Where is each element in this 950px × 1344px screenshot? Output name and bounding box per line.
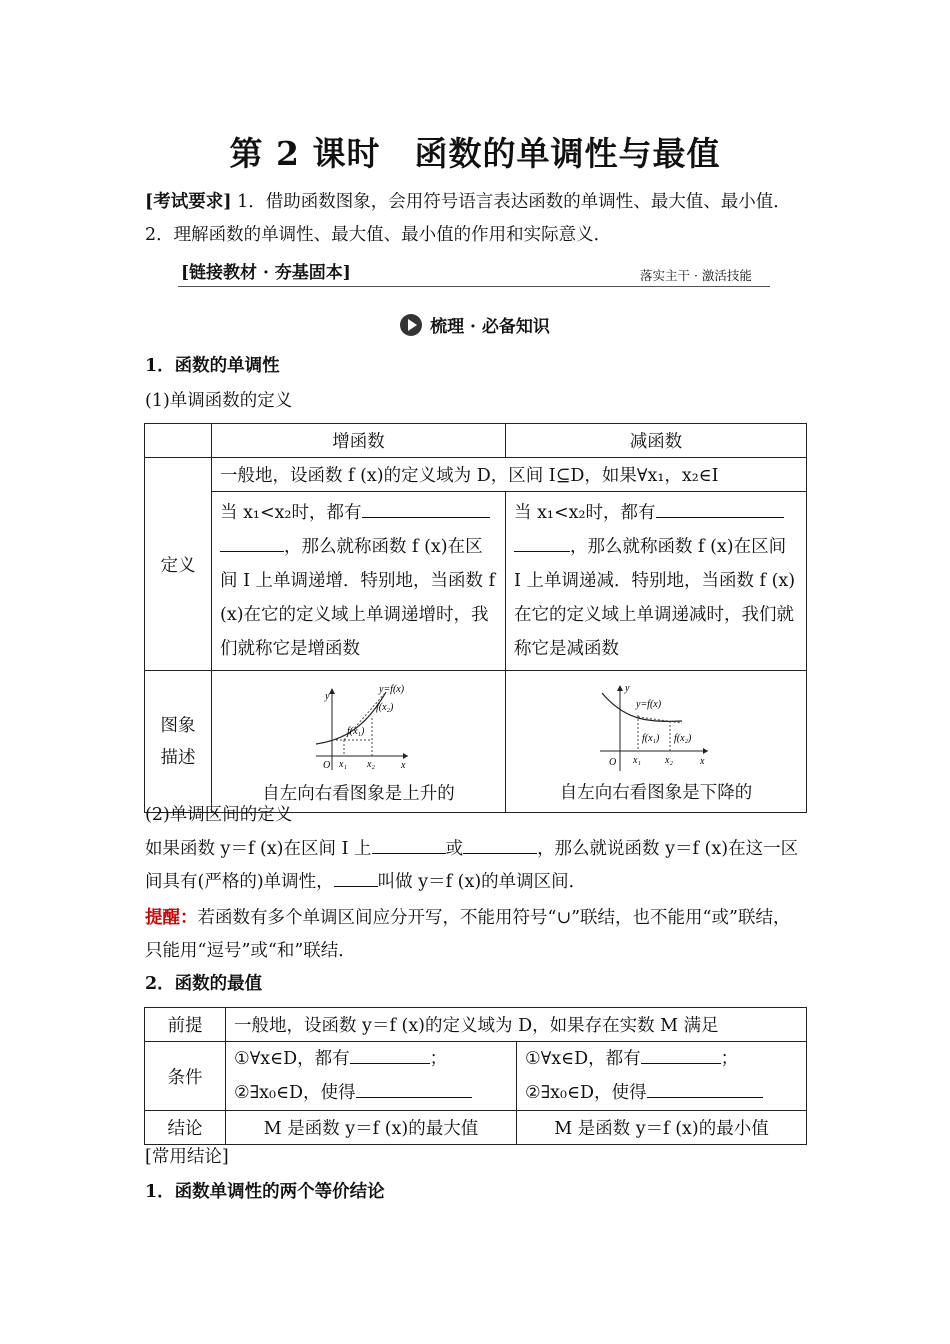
inc-text-b: ，那么就称函数 f (x)在区间 I 上单调递增．特别地，当函数 f (x)在它的定义域上单调递增时，我们就称它是增函数 (220, 537, 496, 659)
fx2-label: f(x₂) (375, 702, 393, 713)
tip-label: 提醒： (145, 908, 198, 928)
tip-text: 若函数有多个单调区间应分开写，不能用符号“∪”联结，也不能用“或”联结，只能用“逗号”或“和”联结． (145, 908, 791, 961)
max-conclusion: M 是函数 y＝f (x)的最大值 (226, 1111, 517, 1145)
min-blank-1 (641, 1046, 721, 1064)
play-icon (400, 314, 422, 336)
heading-monotonicity: 1．函数的单调性 (145, 356, 280, 376)
min-cond-1: ①∀x∈D，都有 (525, 1049, 641, 1069)
y-label: y (625, 683, 630, 694)
fx1-label: f(x₁) (346, 726, 364, 737)
curve-label: y=f(x) (378, 684, 404, 695)
requirement-label: [考试要求] (145, 192, 232, 212)
max-blank-1 (350, 1046, 430, 1064)
x-arrow-icon (703, 748, 708, 754)
x2-label: x₂ (665, 755, 673, 766)
min-blank-2 (647, 1080, 763, 1098)
x2-label: x₂ (366, 759, 375, 770)
monotonic-table (144, 423, 807, 813)
min-semi: ； (720, 1049, 739, 1069)
subheading-text: 梳理 · 必备知识 (430, 317, 550, 337)
y-arrow-icon (329, 688, 335, 694)
origin-label: O (322, 760, 330, 771)
x1-label: x₁ (633, 755, 641, 766)
table-corner (145, 424, 212, 458)
subheading-definition: (1)单调函数的定义 (145, 391, 293, 411)
inc-text-a: 当 x₁<x₂时，都有 (220, 503, 362, 523)
row-graph-label: 图象描述 (145, 671, 212, 813)
fx1-label: f(x₁) (642, 733, 660, 744)
inc-blank-1 (362, 500, 490, 518)
requirement-text: 1．借助函数图象，会用符号语言表达函数的单调性、最大值、最小值．2．理解函数的单调性、最大值、最小值的作用和实际意义． (145, 192, 791, 245)
common-conclusion-label: [常用结论] (145, 1147, 229, 1167)
x-label: x (400, 760, 405, 771)
min-conclusion: M 是函数 y＝f (x)的最小值 (517, 1111, 807, 1145)
col-increasing: 增函数 (212, 424, 506, 458)
section-bar-right: 落实主干 · 激活技能 (640, 268, 752, 283)
col-decreasing: 减函数 (506, 424, 807, 458)
common-condition: 一般地，设函数 f (x)的定义域为 D，区间 I⊆D，如果∀x₁，x₂∈I (212, 458, 807, 492)
dec-blank-2 (514, 534, 570, 552)
max-blank-2 (356, 1080, 472, 1098)
exam-requirement (145, 186, 807, 252)
max-cond-1: ①∀x∈D，都有 (234, 1049, 350, 1069)
max-semi: ； (429, 1049, 448, 1069)
decreasing-graph-cell (506, 671, 807, 813)
decreasing-caption: 自左向右看图象是下降的 (559, 783, 753, 803)
interval-blank-3 (334, 869, 378, 887)
section-divider (178, 286, 770, 287)
decreasing-graph (596, 683, 716, 775)
origin-label: O (609, 757, 617, 768)
row-definition-label: 定义 (145, 458, 212, 671)
inc-blank-2 (220, 534, 284, 552)
dec-text-b: ，那么就称函数 f (x)在区间 I 上单调递减．特别地，当函数 f (x)在它的定义域上单调递减时，我们就称它是减函数 (514, 537, 796, 659)
interval-b: ，那么就说函数 y＝f (x)在这一区间具有(严格的)单调性， (145, 839, 799, 892)
interval-a: 如果函数 y＝f (x)在区间 I 上 (145, 839, 372, 859)
common-conclusion-heading: 1．函数单调性的两个等价结论 (145, 1182, 385, 1202)
increasing-definition (212, 492, 506, 671)
interval-blank-1 (372, 836, 446, 854)
section-bar-left: [链接教材 · 夯基固本] (181, 263, 351, 283)
increasing-graph-cell (212, 671, 506, 813)
interval-c: 叫做 y＝f (x)的单调区间． (377, 872, 587, 892)
dec-text-a: 当 x₁<x₂时，都有 (514, 503, 656, 523)
subheading (0, 312, 950, 337)
subheading-interval: (2)单调区间的定义 (145, 805, 293, 825)
dec-blank-1 (656, 500, 784, 518)
tip-paragraph (145, 902, 807, 968)
premise-text: 一般地，设函数 y＝f (x)的定义域为 D，如果存在实数 M 满足 (226, 1008, 807, 1042)
interval-or: 或 (445, 839, 464, 859)
condition-label: 条件 (145, 1042, 226, 1111)
conclusion-label: 结论 (145, 1111, 226, 1145)
curve-label: y=f(x) (636, 699, 662, 710)
min-conditions (517, 1042, 807, 1111)
min-cond-2: ②∃x₀∈D，使得 (525, 1083, 647, 1103)
max-cond-2: ②∃x₀∈D，使得 (234, 1083, 356, 1103)
heading-extrema: 2．函数的最值 (145, 974, 263, 994)
increasing-graph (304, 682, 414, 774)
y-label: y (324, 691, 329, 702)
max-conditions (226, 1042, 517, 1111)
y-arrow-icon (617, 685, 623, 691)
increasing-caption: 自左向右看图象是上升的 (262, 784, 455, 804)
x-arrow-icon (403, 753, 408, 759)
interval-paragraph (145, 833, 810, 899)
extrema-table (144, 1007, 807, 1145)
premise-label: 前提 (145, 1008, 226, 1042)
interval-blank-2 (463, 836, 537, 854)
fx2-label: f(x₂) (674, 733, 692, 744)
page-title: 第 2 课时 函数的单调性与最值 (229, 134, 721, 173)
x-label: x (700, 756, 705, 767)
decreasing-definition (506, 492, 807, 671)
x1-label: x₁ (338, 759, 347, 770)
